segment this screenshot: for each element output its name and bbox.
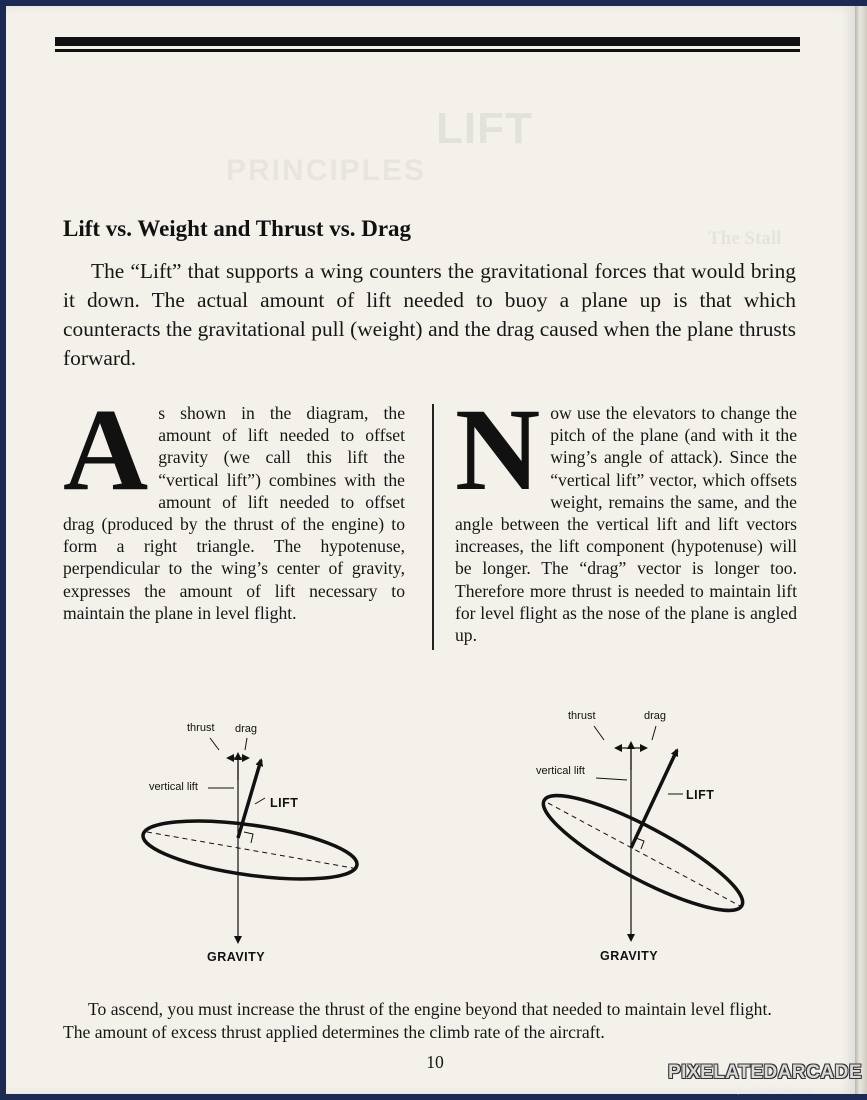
wing-chord-line [147, 832, 353, 868]
watermark-url: www.pixelatedarcade.com [718, 1086, 812, 1095]
thrust-pointer [594, 726, 604, 740]
drag-pointer [245, 738, 247, 750]
wing-ellipse [140, 810, 361, 890]
lift-label: LIFT [686, 788, 715, 802]
top-rule-thick [55, 37, 800, 46]
right-column-text: ow use the elevators to change the pitch of the plane (and with it the wing’s angle of attack). Since the “vertical lift” vector, which offsets weight, remains the same, and the angle between the vertical lift and lift vectors increases, the lift component (hypotenuse) will be longer. The “drag” vector is longer too. Therefore more thrust is needed to maintain lift for level flight as the nose of the plane is angled up. [455, 403, 797, 646]
thrust-pointer [210, 738, 219, 750]
gravity-label: GRAVITY [207, 950, 266, 964]
right-angle-marker [636, 838, 644, 849]
lift-diagram-level-drawing [135, 720, 365, 970]
vertical-lift-label: vertical lift [149, 781, 198, 793]
drag-label: drag [644, 710, 667, 722]
section-heading: Lift vs. Weight and Thrust vs. Drag [63, 216, 412, 241]
right-dropcap: N [455, 384, 541, 515]
closing-paragraph [63, 998, 803, 1044]
thrust-label: thrust [187, 722, 215, 734]
lift-vector [631, 750, 677, 848]
intro-paragraph [63, 257, 796, 373]
wing-ellipse [532, 777, 754, 928]
lift-pointer [255, 798, 265, 804]
intro-text: The “Lift” that supports a wing counters the gravitational forces that would bring it down. The actual amount of lift needed to buoy a plane up is that which counteracts the gravitational pull (weight) and the drag caused when the plane thrusts forward. [63, 259, 796, 370]
vertical-lift-pointer [596, 778, 627, 780]
left-column-text: s shown in the diagram, the amount of lift needed to offset gravity (we call this lift the “vertical lift”) combines with the amount of lift needed to offset drag (produced by the thrust of the engine) to form a right triangle. The hypotenuse, perpendicular to the wing’s center of gravity, expresses the amount of lift necessary to maintain the plane in level flight. [63, 403, 405, 623]
left-dropcap: A [63, 384, 149, 515]
vertical-lift-label: vertical lift [536, 765, 585, 777]
page-number: 10 [426, 1052, 444, 1072]
lift-label: LIFT [270, 796, 299, 810]
left-column-paragraph [63, 384, 405, 624]
bleed-through-heading: The Stall [708, 228, 782, 249]
watermark-logo: PIXELATEDARCADE [668, 1062, 862, 1083]
lift-diagram-level [135, 720, 365, 970]
drag-label: drag [235, 723, 258, 735]
right-angle-marker [244, 832, 253, 843]
gravity-label: GRAVITY [600, 949, 659, 963]
top-rule-thin [55, 49, 800, 52]
drag-pointer [652, 726, 656, 740]
thrust-label: thrust [568, 710, 596, 722]
bleed-through-subtitle: PRINCIPLES [226, 154, 427, 187]
bleed-through-title: LIFT [436, 104, 533, 153]
lift-diagram-climb [528, 708, 768, 968]
column-divider [432, 404, 434, 650]
right-column-paragraph [455, 384, 797, 646]
lift-diagram-climb-drawing [528, 708, 768, 968]
page-edge [855, 6, 867, 1094]
closing-text: To ascend, you must increase the thrust of the engine beyond that needed to maintain level flight. The amount of excess thrust applied determines the climb rate of the aircraft. [63, 999, 772, 1042]
